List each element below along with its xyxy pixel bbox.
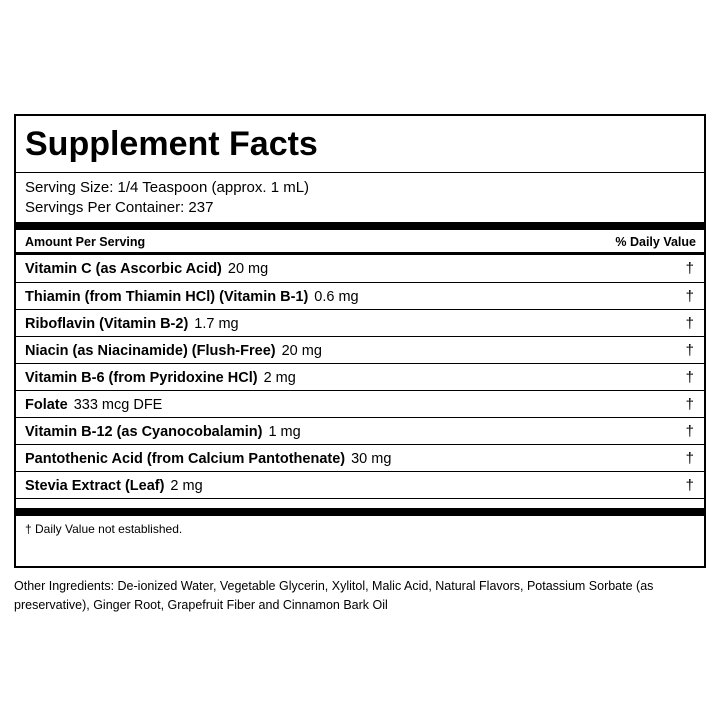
nutrient-name: Folate bbox=[25, 397, 68, 413]
nutrient-name: Thiamin (from Thiamin HCl) (Vitamin B-1) bbox=[25, 289, 309, 305]
nutrient-name: Niacin (as Niacinamide) (Flush-Free) bbox=[25, 343, 276, 359]
daily-value-dagger: † bbox=[685, 450, 694, 467]
nutrient-row bbox=[16, 471, 704, 498]
nutrient-row bbox=[16, 309, 704, 336]
panel-title: Supplement Facts bbox=[25, 125, 318, 163]
nutrient-amount: 1 mg bbox=[268, 424, 301, 440]
nutrient-amount: 30 mg bbox=[351, 451, 392, 467]
nutrient-name: Pantothenic Acid (from Calcium Pantothenate) bbox=[25, 451, 346, 467]
daily-value-dagger: † bbox=[685, 288, 694, 305]
nutrient-name: Vitamin B-6 (from Pyridoxine HCl) bbox=[25, 370, 258, 386]
daily-value-header: % Daily Value bbox=[615, 235, 696, 249]
other-ingredients: Other Ingredients: De-ionized Water, Vegetable Glycerin, Xylitol, Malic Acid, Natural Flavors, Potassium Sorbate (as preservative), Ginger Root, Grapefruit Fiber and Cinnamon Bark Oil bbox=[14, 579, 654, 612]
nutrient-amount: 2 mg bbox=[263, 370, 296, 386]
daily-value-dagger: † bbox=[685, 477, 694, 494]
nutrient-amount: 2 mg bbox=[170, 478, 203, 494]
footnote-divider bbox=[16, 508, 704, 516]
serving-size: Serving Size: 1/4 Teaspoon (approx. 1 mL) bbox=[25, 179, 310, 196]
nutrient-amount: 333 mcg DFE bbox=[73, 397, 163, 413]
amount-per-serving-header: Amount Per Serving bbox=[25, 235, 146, 249]
nutrient-amount: 1.7 mg bbox=[194, 316, 239, 332]
daily-value-footnote: † Daily Value not established. bbox=[25, 522, 183, 536]
daily-value-dagger: † bbox=[685, 260, 694, 277]
serving-divider bbox=[16, 222, 704, 230]
daily-value-dagger: † bbox=[685, 315, 694, 332]
nutrient-name: Vitamin C (as Ascorbic Acid) bbox=[25, 261, 222, 277]
daily-value-dagger: † bbox=[685, 396, 694, 413]
title-divider bbox=[16, 172, 704, 173]
nutrient-amount: 0.6 mg bbox=[314, 289, 359, 305]
nutrient-name: Stevia Extract (Leaf) bbox=[25, 478, 165, 494]
nutrient-amount: 20 mg bbox=[227, 261, 269, 277]
daily-value-dagger: † bbox=[685, 342, 694, 359]
servings-per-container: Servings Per Container: 237 bbox=[25, 199, 214, 216]
supplement-facts-panel bbox=[14, 114, 706, 568]
nutrient-row bbox=[16, 336, 704, 363]
daily-value-dagger: † bbox=[685, 369, 694, 386]
nutrient-row bbox=[16, 363, 704, 390]
nutrient-row bbox=[16, 417, 704, 444]
daily-value-dagger: † bbox=[685, 423, 694, 440]
nutrient-row bbox=[16, 255, 704, 282]
nutrient-row bbox=[16, 282, 704, 309]
nutrient-list-end-rule bbox=[16, 498, 704, 499]
nutrient-row bbox=[16, 444, 704, 471]
nutrient-amount: 20 mg bbox=[281, 343, 322, 359]
nutrient-name: Vitamin B-12 (as Cyanocobalamin) bbox=[25, 424, 263, 440]
nutrient-row bbox=[16, 390, 704, 417]
nutrient-name: Riboflavin (Vitamin B-2) bbox=[25, 316, 189, 332]
